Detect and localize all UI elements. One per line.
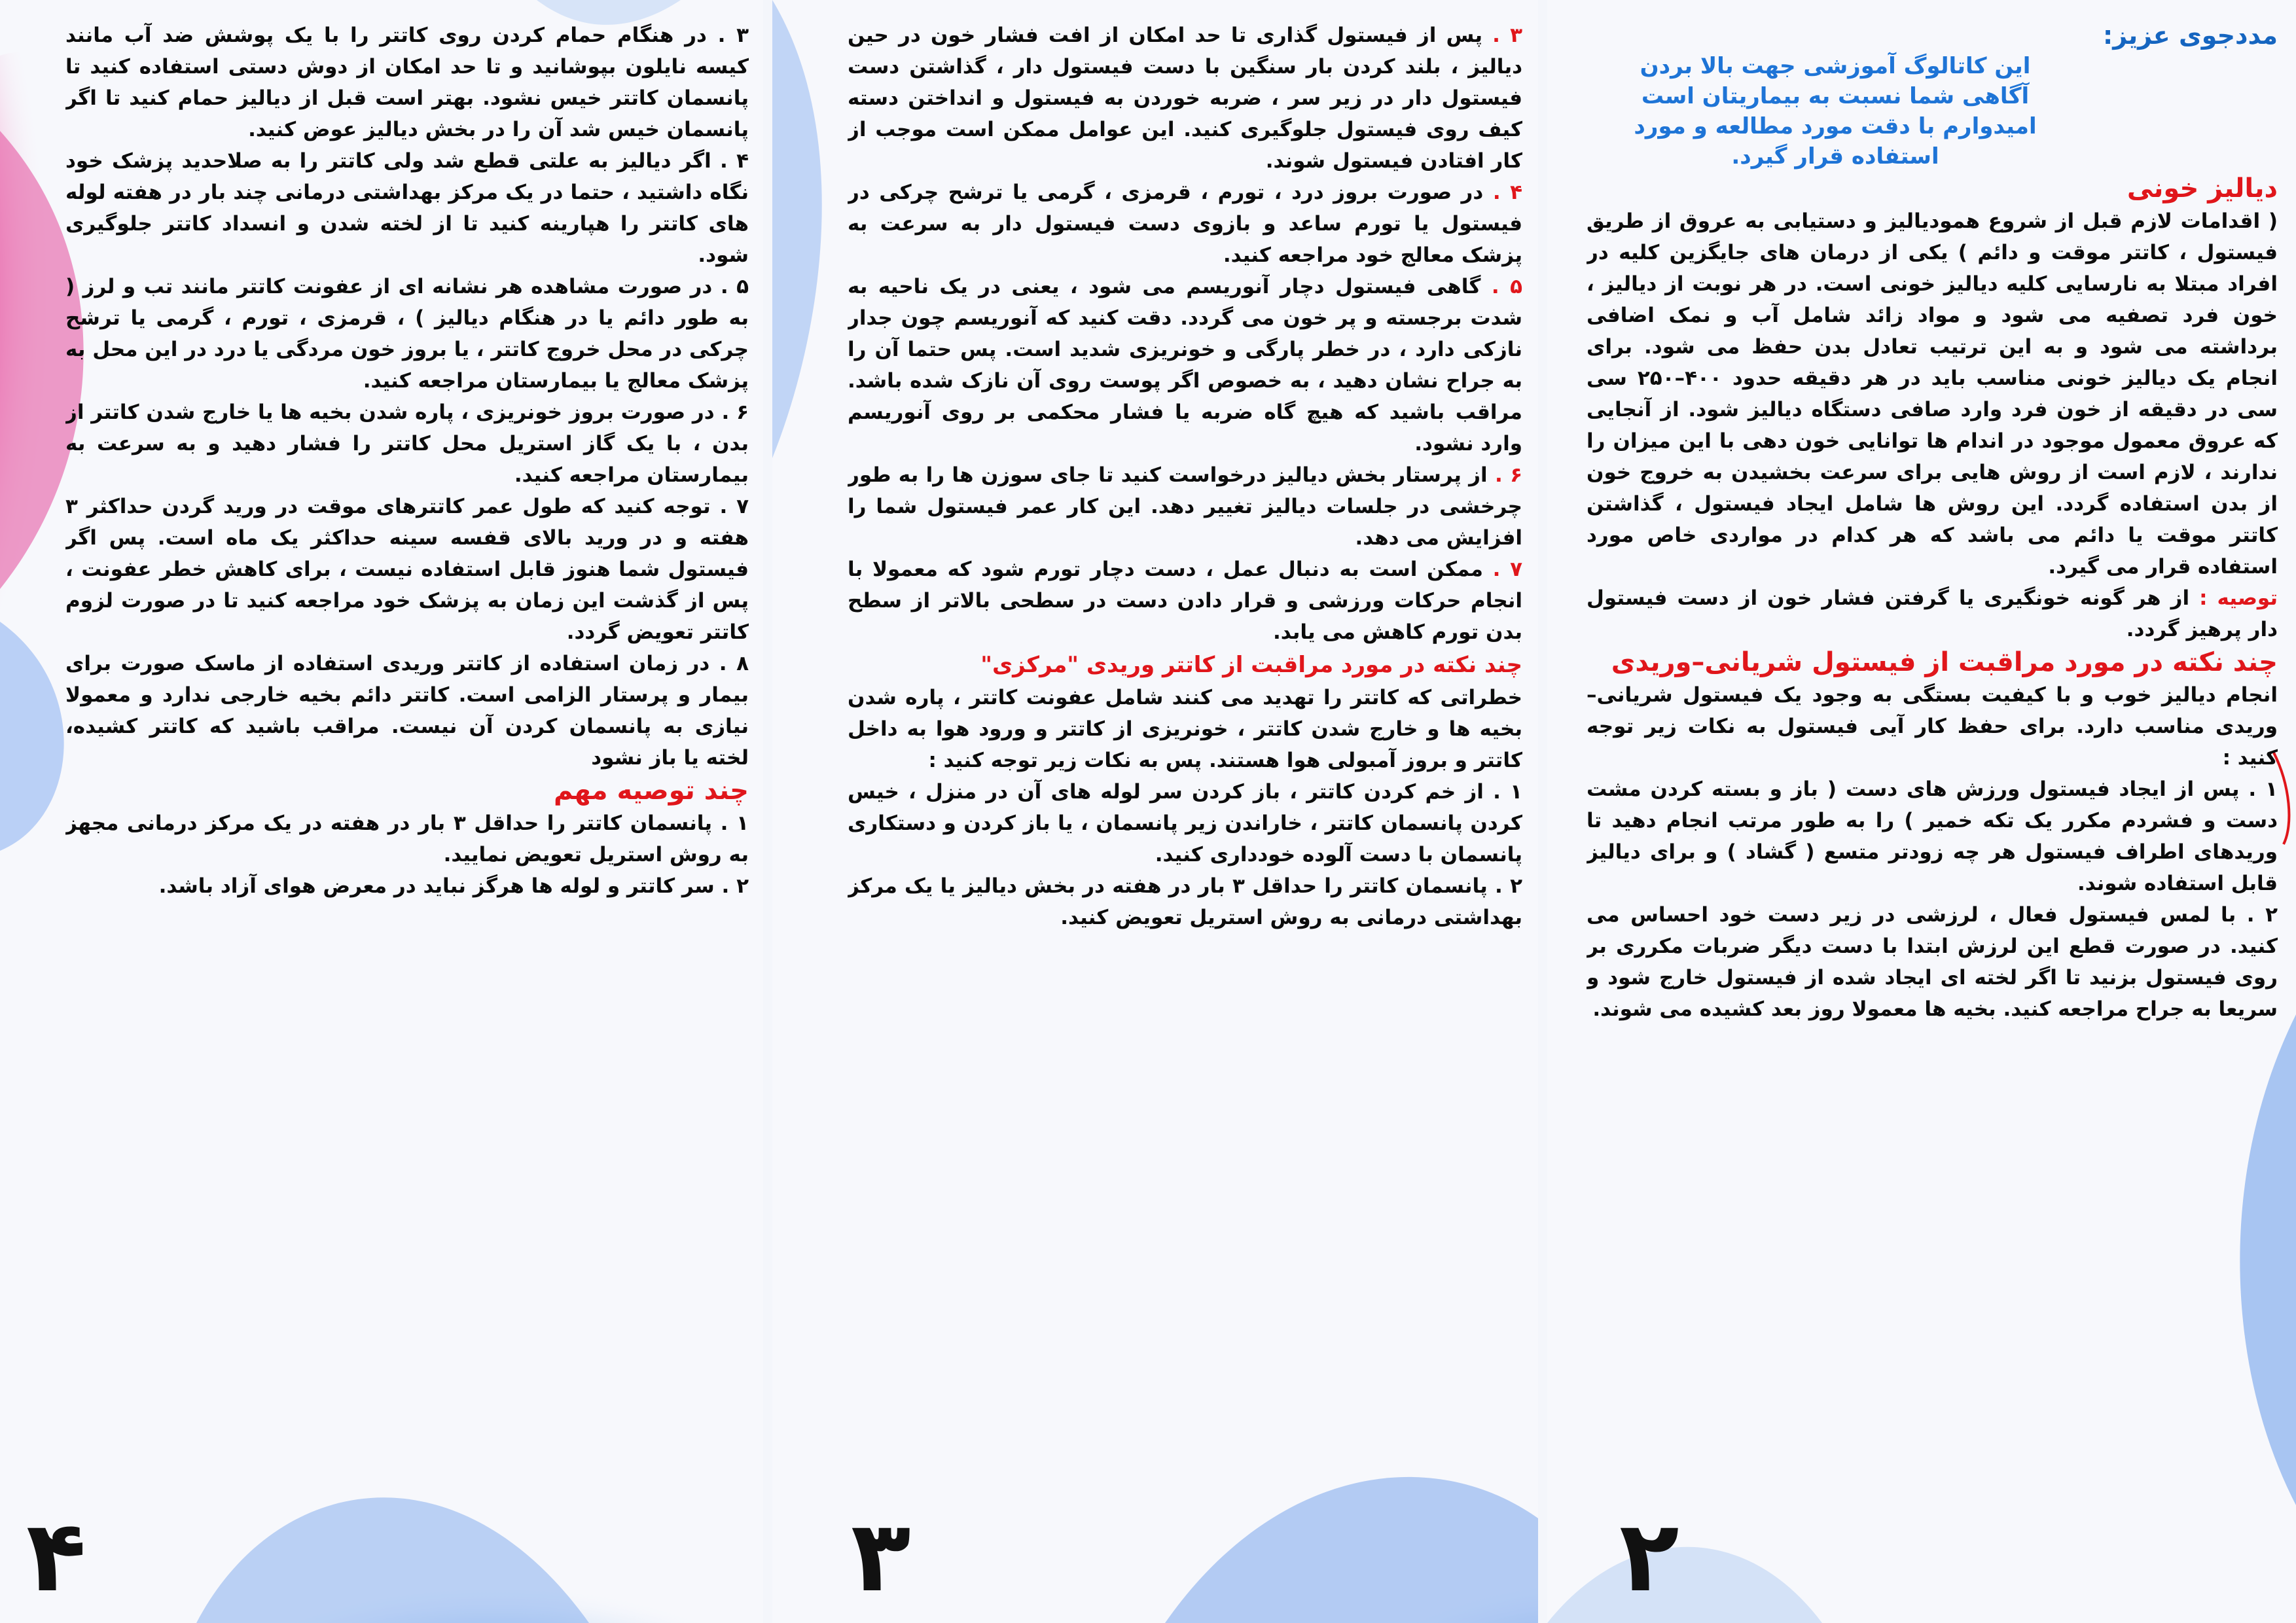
fistula-tip-5 xyxy=(848,271,1522,459)
panel-page-3 xyxy=(772,0,1538,1623)
catheter-tip-1: ۱ . از خم کردن کاتتر ، باز کردن سر لوله های آن در منزل ، خیس کردن پانسمان کاتتر ، خاراندن زیر پانسمان ، یا باز کردن و دستکاری پانسمان با دست آلوده خودداری کنید. xyxy=(848,780,1522,866)
fistula-tip-1: ۱ . پس از ایجاد فیستول ورزش های دست ( باز و بسته کردن مشت دست و فشردم مکرر یک تکه خمیر ) را به طور مرتب انجام دهید تا وریدهای اطراف فیستول هر چه زودتر متسع ( گشاد ) و برای دیالیز قابل استفاده شوند. xyxy=(1587,777,2278,895)
important-tip-2: ۲ . سر کاتتر و لوله ها هرگز نباید در معرض هوای آزاد باشد. xyxy=(158,874,749,898)
recommendation-text: از هر گونه خونگیری یا گرفتن فشار خون از دست فیستول دار پرهیز گردد. xyxy=(1587,586,2278,641)
fistula-care-heading: چند نکته در مورد مراقبت از فیستول شریانی–وریدی xyxy=(1611,647,2278,677)
fistula-tip-2: ۲ . با لمس فیستول فعال ، لرزشی در زیر دست خود احساس می کنید. در صورت قطع این لرزش ابتدا با دست دیگر ضربات مکرری بر روی فیستول بزنید تا اگر لخته ای ایجاد شده از فیستول خارج شود و سریعا به جراح مراجعه کنید. بخیه ها معمولا روز بعد کشیده می شوند. xyxy=(1587,903,2278,1021)
fistula-tip-6-number: ۶ . xyxy=(1494,463,1522,487)
fistula-tip-4-number: ۴ . xyxy=(1492,181,1522,204)
fistula-tip-3-text: پس از فیستول گذاری تا حد امکان از افت فشار خون در حین دیالیز ، بلند کردن بار سنگین با دست فیستول دار ، گذاشتن دست فیستول دار در زیر سر ، ضربه خوردن به فیستول و انداختن دسته کیف روی فیستول جلوگیری کنید. این عوامل ممکن است موجب از کار افتادن فیستول شوند. xyxy=(848,24,1522,173)
intro-text: این کاتالوگ آموزشی جهت بالا بردن آگاهی شما نسبت به بیماریتان است امیدوارم با دقت مورد مطالعه و مورد استفاده قرار گیرد. xyxy=(1634,53,2037,169)
page-number: ۲ xyxy=(1619,1500,1679,1614)
important-tips-heading: چند توصیه مهم xyxy=(554,776,749,806)
fistula-tip-5-number: ۵ . xyxy=(1491,275,1522,298)
fistula-tip-4 xyxy=(848,177,1522,271)
catheter-care-heading: چند نکته در مورد مراقبت از کاتتر وریدی "مرکزی" xyxy=(980,652,1522,678)
fistula-tip-7-number: ۷ . xyxy=(1492,558,1522,581)
page-number: ۴ xyxy=(26,1500,86,1614)
panel-4-text xyxy=(65,20,749,1558)
catheter-tip-8: ۸ . در زمان استفاده از کاتتر وریدی استفاده از ماسک صورت برای بیمار و پرستار الزامی است. کاتتر دائم بخیه خارجی ندارد و معمولا نیازی به پانسمان کردن آن نیست. مراقب باشید که کاتتر کشیده، لخته یا باز نشود xyxy=(65,652,749,770)
fistula-tip-3-number: ۳ . xyxy=(1492,24,1522,47)
greeting: مددجوی عزیز: xyxy=(2103,21,2278,50)
panel-page-4 xyxy=(0,0,763,1623)
fistula-tip-7-text: ممکن است به دنبال عمل ، دست دچار تورم شود که معمولا با انجام حرکات ورزشی و قرار دادن دست در سطحی بالاتر از سطح بدن تورم کاهش می یابد. xyxy=(848,558,1522,644)
fistula-tip-7 xyxy=(848,554,1522,648)
dialysis-heading: دیالیز خونی xyxy=(2126,173,2278,204)
panel-2-text xyxy=(1587,20,2278,1558)
catheter-tip-5: ۵ . در صورت مشاهده هر نشانه ای از عفونت کاتتر مانند تب و لرز ( به طور دائم یا در هنگام دیالیز ) ، قرمزی ، تورم ، گرمی یا ترشح چرکی در محل خروج کاتتر ، یا بروز خون مردگی یا درد در این محل به پزشک معالج یا بیمارستان مراجعه کنید. xyxy=(65,275,749,393)
fistula-tip-6 xyxy=(848,459,1522,554)
catheter-tip-6: ۶ . در صورت بروز خونریزی ، پاره شدن بخیه ها یا خارج شدن کاتتر از بدن ، با یک گاز استریل محل کاتتر را فشار دهید و به سرعت به بیمارستان مراجعه کنید. xyxy=(65,401,749,487)
fistula-tip-3 xyxy=(848,20,1522,177)
panel-3-text xyxy=(848,20,1522,1558)
fistula-tip-4-text: در صورت بروز درد ، تورم ، قرمزی ، گرمی یا ترشح چرکی در فیستول یا تورم ساعد و بازوی دست فیستول دار به سرعت به پزشک معالج خود مراجعه کنید. xyxy=(848,181,1522,267)
catheter-tip-2: ۲ . پانسمان کاتتر را حداقل ۳ بار در هفته در بخش دیالیز یا یک مرکز بهداشتی درمانی به روش استریل تعویض کنید. xyxy=(848,874,1522,929)
fistula-tip-6-text: از پرستار بخش دیالیز درخواست کنید تا جای سوزن ها را به طور چرخشی در جلسات دیالیز تغییر دهد. این کار عمر فیستول شما را افزایش می دهد. xyxy=(848,463,1522,550)
important-tip-1: ۱ . پانسمان کاتتر را حداقل ۳ بار در هفته در یک مرکز درمانی مجهز به روش استریل تعویض نمایید. xyxy=(65,812,749,866)
fistula-care-intro: انجام دیالیز خوب و با کیفیت بستگی به وجود یک فیستول شریانی–وریدی مناسب دارد. برای حفظ کار آیی فیستول به نکات زیر توجه کنید : xyxy=(1587,683,2278,770)
dialysis-text: ( اقدامات لازم قبل از شروع همودیالیز و دستیابی به عروق از طریق فیستول ، کاتتر موقت و دائم ) یکی از درمان های جایگزین کلیه در افراد مبتلا به نارسایی کلیه دیالیز خونی است. در هر نوبت از دیالیز ، خون فرد تصفیه می شود و مواد زائد شامل آب و نمک اضافی برداشته می شود و به این ترتیب تعادل بدن حفظ می شود. برای انجام یک دیالیز خونی مناسب باید در هر دقیقه حدود ۴۰۰–۲۵۰ سی سی در دقیقه از خون فرد وارد صافی دستگاه دیالیز شود. از آنجایی که عروق معمول موجود در اندام ها توانایی خون دهی با این میزان را ندارند ، لازم است از روش هایی برای سرعت بخشیدن به خروج خون از بدن استفاده گردد. این روش ها شامل ایجاد فیستول ، گذاشتن کاتتر موقت یا دائم می باشد که هر کدام در مواردی خاص مورد استفاده قرار می گیرد. xyxy=(1587,209,2278,579)
panel-page-2 xyxy=(1547,0,2296,1623)
catheter-tip-4: ۴ . اگر دیالیز به علتی قطع شد ولی کاتتر را به صلاحدید پزشک خود نگاه داشتید ، حتما در یک مرکز بهداشتی درمانی چند بار در هفته لوله های کاتتر را هپارینه کنید تا از لخته شدن و انسداد کاتتر جلوگیری شود. xyxy=(65,149,749,267)
recommendation xyxy=(1587,582,2278,645)
page-number: ۳ xyxy=(851,1500,911,1614)
catheter-tip-3: ۳ . در هنگام حمام کردن روی کاتتر را با یک پوشش ضد آب مانند کیسه نایلون بپوشانید و تا حد امکان از دوش دستی استفاده کنید تا پانسمان کاتتر خیس نشود. بهتر است قبل از دیالیز حمام کنید تا اگر پانسمان خیس شد آن را در بخش دیالیز عوض کنید. xyxy=(65,24,749,141)
catheter-care-intro: خطراتی که کاتتر را تهدید می کنند شامل عفونت کاتتر ، پاره شدن بخیه ها و خارج شدن کاتتر ، خونریزی از کاتتر و ورود هوا به داخل کاتتر و بروز آمبولی هوا هستند. پس به نکات زیر توجه کنید : xyxy=(848,686,1522,772)
recommendation-label: توصیه : xyxy=(2199,586,2278,610)
fistula-tip-5-text: گاهی فیستول دچار آنوریسم می شود ، یعنی در یک ناحیه به شدت برجسته و پر خون می گردد. دقت کنید که آنوریسم چون جدار نازکی دارد ، در خطر پارگی و خونریزی شدید است. پس حتما آن را به جراح نشان دهید ، به خصوص اگر پوست روی آن نازک شده باشد. مراقب باشید که هیچ گاه ضربه یا فشار محکمی بر روی آنوریسم وارد نشود. xyxy=(848,275,1522,455)
catheter-tip-7: ۷ . توجه کنید که طول عمر کاتترهای موقت در ورید گردن حداکثر ۳ هفته و در ورید بالای قفسه سینه حداکثر یک ماه است. پس اگر فیستول شما هنوز قابل استفاده نیست ، برای کاهش خطر عفونت ، پس از گذشت این زمان به پزشک خود مراجعه کنید تا در صورت لزوم کاتتر تعویض گردد. xyxy=(65,495,749,644)
